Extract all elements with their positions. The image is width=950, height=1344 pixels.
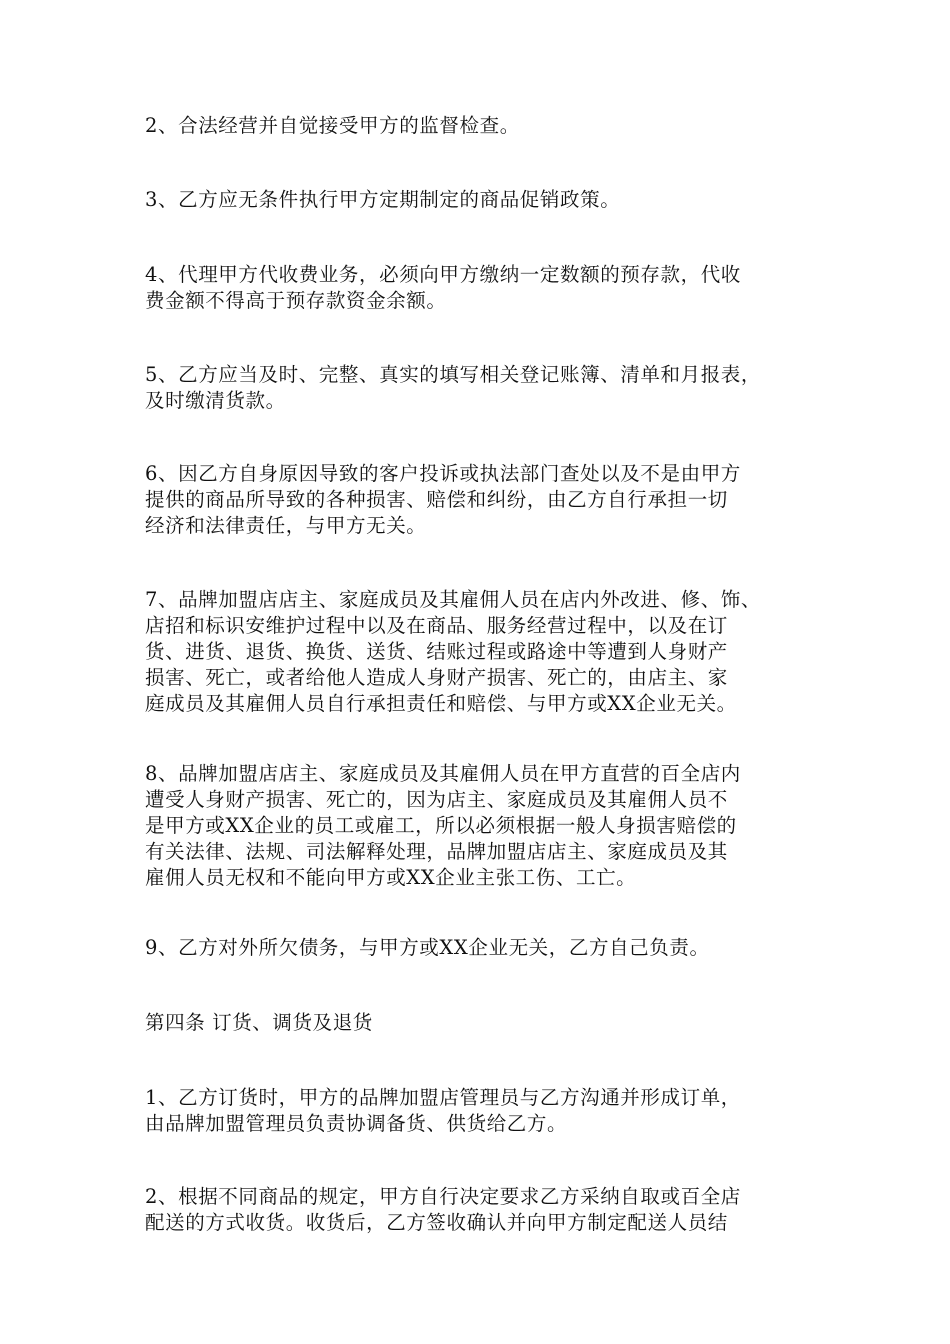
paragraph-6: 6、因乙方自身原因导致的客户投诉或执法部门查处以及不是由甲方 提供的商品所导致的各种损害、赔偿和纠纷，由乙方自行承担一切 经济和法律责任，与甲方无关。	[145, 462, 741, 537]
paragraph-2: 2、合法经营并自觉接受甲方的监督检查。	[145, 114, 520, 137]
paragraph-5: 5、乙方应当及时、完整、真实的填写相关登记账簿、清单和月报表， 及时缴清货款。	[145, 363, 762, 412]
paragraph-4: 4、代理甲方代收费业务，必须向甲方缴纳一定数额的预存款，代收 费金额不得高于预存款资金余额。	[145, 263, 741, 312]
paragraph-7: 7、品牌加盟店店主、家庭成员及其雇佣人员在店内外改进、修、饰、 店招和标识安维护过程中以及在商品、服务经营过程中，以及在订 货、进货、退货、换货、送货、结账过程或路途中等遭到人身财产 损害、死亡，或者给他人造成人身财产损害、死亡的，由店主、家 庭成员及其雇佣人员自行承担责任和赔偿、与甲方或XX企业无关。	[145, 588, 762, 715]
paragraph-9: 9、乙方对外所欠债务，与甲方或XX企业无关，乙方自己负责。	[145, 936, 710, 959]
paragraph-3: 3、乙方应无条件执行甲方定期制定的商品促销政策。	[145, 188, 621, 211]
paragraph-8: 8、品牌加盟店店主、家庭成员及其雇佣人员在甲方直营的百全店内 遭受人身财产损害、死亡的，因为店主、家庭成员及其雇佣人员不 是甲方或XX企业的员工或雇工，所以必须根据一般人身损害赔偿的 有关法律、法规、司法解释处理，品牌加盟店店主、家庭成员及其 雇佣人员无权和不能向甲方或XX企业主张工伤、工亡。	[145, 762, 741, 889]
section-paragraph-2: 2、根据不同商品的规定，甲方自行决定要求乙方采纳自取或百全店 配送的方式收货。收货后，乙方签收确认并向甲方制定配送人员结	[145, 1185, 741, 1234]
section-heading: 第四条 订货、调货及退货	[145, 1011, 373, 1034]
section-paragraph-1: 1、乙方订货时，甲方的品牌加盟店管理员与乙方沟通并形成订单， 由品牌加盟管理员负责协调备货、供货给乙方。	[145, 1086, 741, 1135]
